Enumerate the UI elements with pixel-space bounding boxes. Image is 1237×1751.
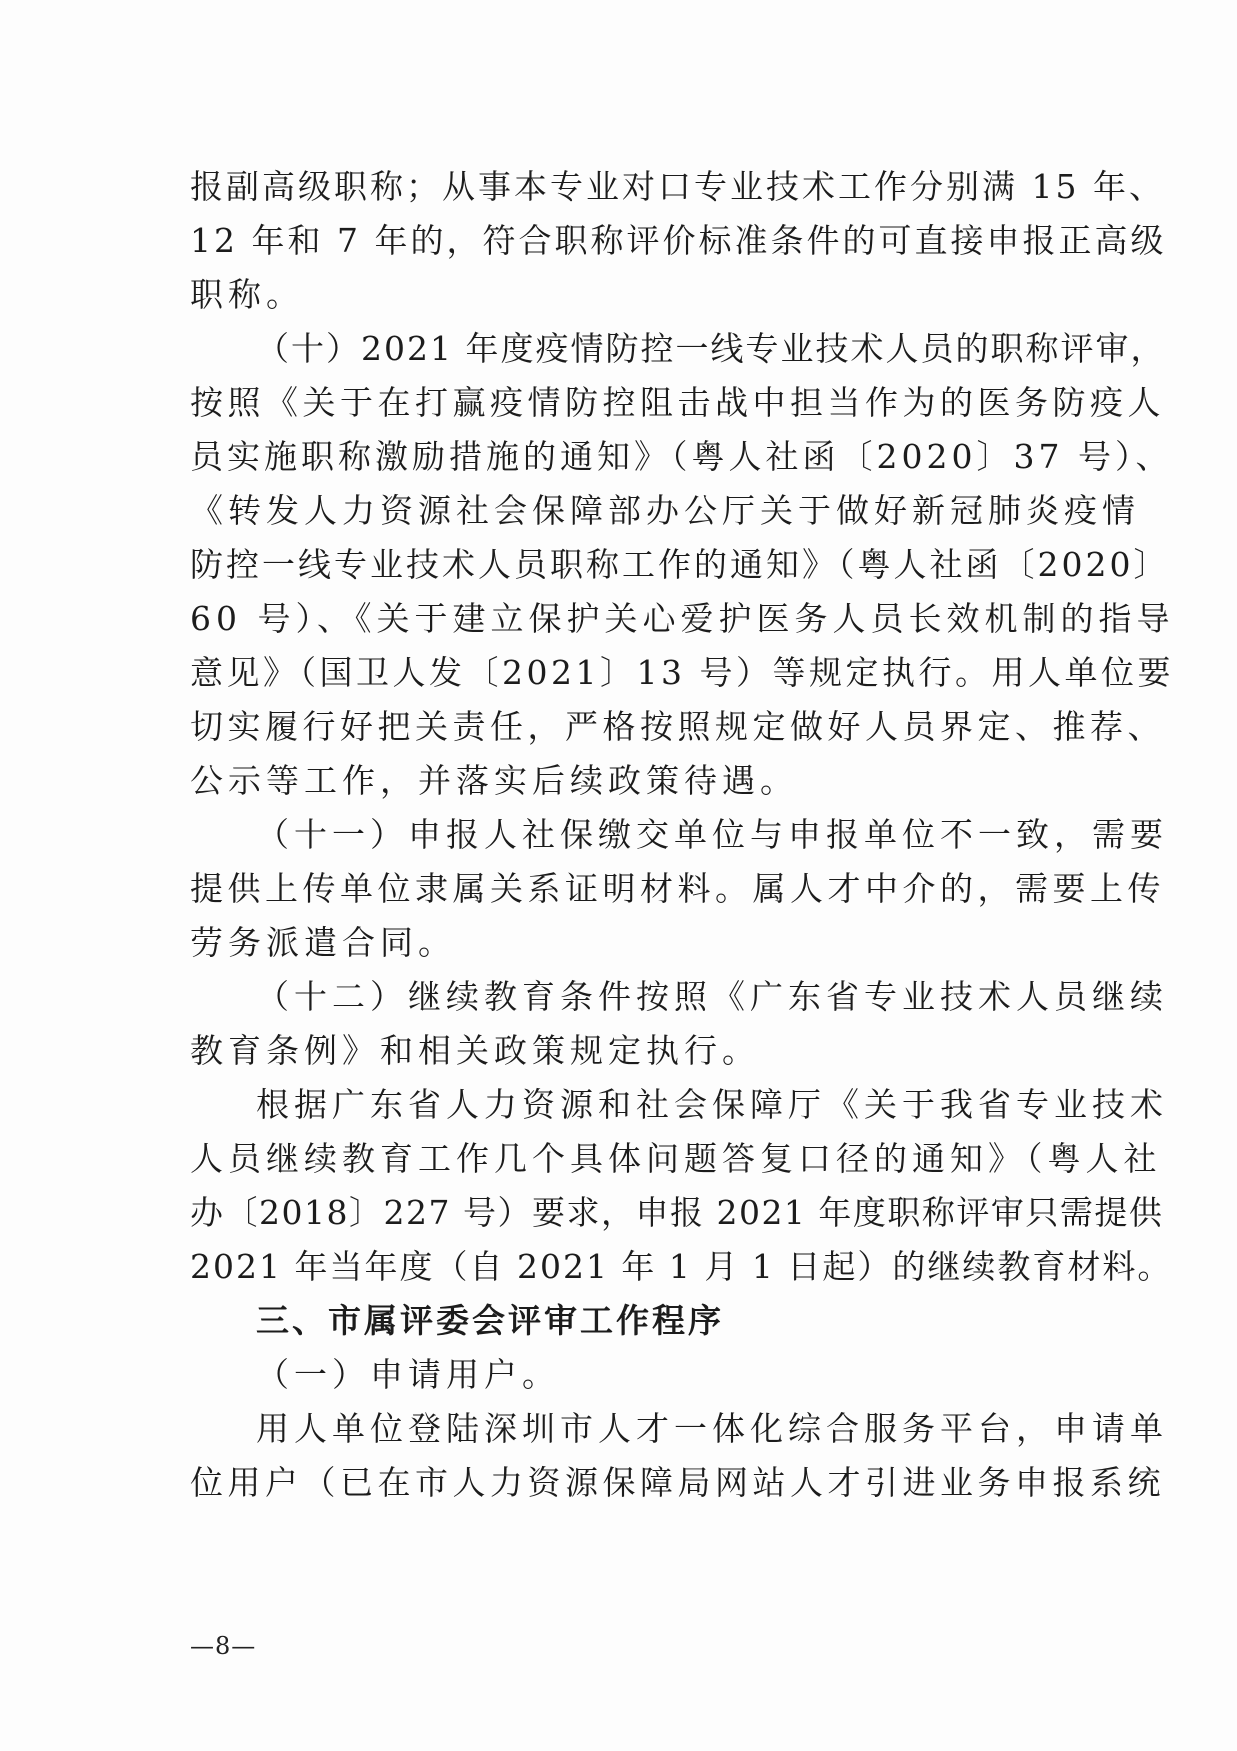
text-line: 60 号）、《关于建立保护关心爱护医务人员长效机制的指导: [190, 599, 1175, 638]
paragraph-10-start: （十）2021 年度疫情防控一线专业技术人员的职称评审，: [256, 329, 1166, 368]
text-line: 提供上传单位隶属关系证明材料。属人才中介的，需要上传: [190, 869, 1165, 908]
text-line: 职称。: [190, 275, 304, 314]
text-line: 教育条例》和相关政策规定执行。: [190, 1031, 760, 1070]
text-line: 报副高级职称；从事本专业对口专业技术工作分别满 15 年、: [190, 167, 1165, 206]
text-line: 《转发人力资源社会保障部办公厅关于做好新冠肺炎疫情: [190, 491, 1140, 530]
subsection-heading: （一）申请用户。: [256, 1355, 560, 1394]
paragraph-11-start: （十一）申报人社保缴交单位与申报单位不一致，需要: [256, 815, 1168, 854]
text-line: 切实履行好把关责任，严格按照规定做好人员界定、推荐、: [190, 707, 1165, 746]
paragraph-12-start: （十二）继续教育条件按照《广东省专业技术人员继续: [256, 977, 1168, 1016]
text-line: 员实施职称激励措施的通知》（粤人社函〔2020〕37 号）、: [190, 437, 1173, 476]
text-line: 12 年和 7 年的，符合职称评价标准条件的可直接申报正高级: [190, 221, 1167, 260]
text-line: 2021 年当年度（自 2021 年 1 月 1 日起）的继续教育材料。: [190, 1247, 1173, 1286]
text-line: 意见》（国卫人发〔2021〕13 号）等规定执行。用人单位要: [190, 653, 1174, 692]
paragraph-apply-start: 用人单位登陆深圳市人才一体化综合服务平台，申请单: [256, 1409, 1168, 1448]
text-line: 位用户（已在市人力资源保障局网站人才引进业务申报系统: [190, 1463, 1165, 1502]
text-line: 人员继续教育工作几个具体问题答复口径的通知》（粤人社: [190, 1139, 1162, 1178]
text-line: 劳务派遣合同。: [190, 923, 456, 962]
text-line: 公示等工作，并落实后续政策待遇。: [190, 761, 798, 800]
section-heading: 三、市属评委会评审工作程序: [256, 1301, 724, 1340]
text-line: 防控一线专业技术人员职称工作的通知》（粤人社函〔2020〕: [190, 545, 1170, 584]
text-line: 办〔2018〕227 号）要求，申报 2021 年度职称评审只需提供: [190, 1193, 1164, 1232]
paragraph-basis-start: 根据广东省人力资源和社会保障厅《关于我省专业技术: [256, 1085, 1168, 1124]
page-number: —8—: [190, 1632, 257, 1660]
text-line: 按照《关于在打赢疫情防控阻击战中担当作为的医务防疫人: [190, 383, 1165, 422]
